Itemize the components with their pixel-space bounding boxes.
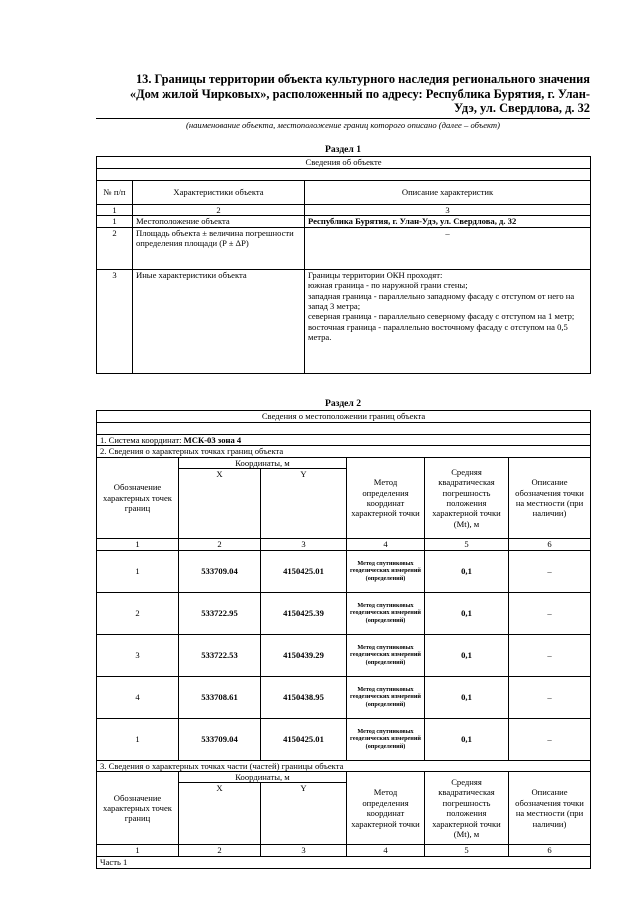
- point-mt: 0,1: [425, 592, 509, 634]
- point-method: Метод спутниковых геодезических измерений (определений): [347, 676, 425, 718]
- s3-idx-5: 5: [425, 845, 509, 856]
- s1-row-num: 2: [97, 227, 133, 269]
- point-row-3: [97, 634, 591, 676]
- point-y: 4150439.29: [261, 634, 347, 676]
- s2-col-point: Обозначение характерных точек границ: [97, 457, 179, 538]
- s2-col-method: Метод определения координат характерной точки: [347, 457, 425, 538]
- s1-col-char: Характеристики объекта: [133, 181, 305, 205]
- s1-col-num: № п/п: [97, 181, 133, 205]
- point-y: 4150425.01: [261, 718, 347, 760]
- point-desc: –: [509, 676, 591, 718]
- s1-row-num: 3: [97, 269, 133, 373]
- document-title: [96, 72, 590, 116]
- point-row-1: [97, 550, 591, 592]
- s3-idx-3: 3: [261, 845, 347, 856]
- point-id: 4: [97, 676, 179, 718]
- point-y: 4150438.95: [261, 676, 347, 718]
- s2-idx-3: 3: [261, 539, 347, 550]
- s3-col-x: X: [179, 783, 261, 845]
- title-line-1: 13. Границы территории объекта культурного наследия регионального значения: [135, 72, 590, 86]
- s2-col-desc: Описание обозначения точки на местности (при наличии): [509, 457, 591, 538]
- s1-row-3: [97, 269, 591, 373]
- s3-col-desc: Описание обозначения точки на местности (при наличии): [509, 772, 591, 845]
- s3-col-error: Средняя квадратическая погрешность положения характерной точки (Mt), м: [425, 772, 509, 845]
- s2-idx-1: 1: [97, 539, 179, 550]
- s2-col-coords: Координаты, м: [179, 457, 347, 468]
- s2-col-error: Средняя квадратическая погрешность положения характерной точки (Mt), м: [425, 457, 509, 538]
- title-line-3: Удэ, ул. Свердлова, д. 32: [454, 101, 590, 115]
- point-id: 1: [97, 718, 179, 760]
- section2-table: [96, 410, 591, 869]
- s1-idx-1: 1: [97, 205, 133, 216]
- s1-row-desc: Республика Бурятия, г. Улан-Удэ, ул. Свердлова, д. 32: [305, 216, 591, 227]
- s3-col-point: Обозначение характерных точек границ: [97, 772, 179, 845]
- s1-row-name: Площадь объекта ± величина погрешности определения площади (P ± ΔP): [133, 227, 305, 269]
- s1-row-num: 1: [97, 216, 133, 227]
- s1-idx-2: 2: [133, 205, 305, 216]
- point-desc: –: [509, 592, 591, 634]
- point-mt: 0,1: [425, 550, 509, 592]
- boundary-west: западная граница - параллельно западному фасаду с отступом от него на запад 3 метра;: [308, 290, 575, 312]
- point-mt: 0,1: [425, 676, 509, 718]
- coord-system: МСК-03 зона 4: [183, 435, 242, 445]
- s3-col-y: Y: [261, 783, 347, 845]
- section2-spacer-row: [97, 423, 591, 435]
- coordinate-system-row: [97, 435, 591, 446]
- point-desc: –: [509, 718, 591, 760]
- s1-row-1: [97, 216, 591, 227]
- point-row-4: [97, 676, 591, 718]
- point-mt: 0,1: [425, 634, 509, 676]
- s1-row-name: Иные характеристики объекта: [133, 269, 305, 373]
- point-id: 3: [97, 634, 179, 676]
- boundary-north: северная граница - параллельно северному фасаду с отступом на 1 метр;: [308, 311, 575, 322]
- s1-idx-3: 3: [305, 205, 591, 216]
- boundary-intro: Границы территории ОКН проходят:: [308, 269, 443, 280]
- s3-idx-4: 4: [347, 845, 425, 856]
- s2-idx-6: 6: [509, 539, 591, 550]
- point-method: Метод спутниковых геодезических измерений (определений): [347, 592, 425, 634]
- s2-col-y: Y: [261, 469, 347, 539]
- s2-idx-5: 5: [425, 539, 509, 550]
- s1-col-desc: Описание характеристик: [305, 181, 591, 205]
- section1-table: [96, 156, 591, 374]
- point-y: 4150425.39: [261, 592, 347, 634]
- point-id: 2: [97, 592, 179, 634]
- s1-row-desc: –: [305, 227, 591, 269]
- s3-idx-2: 2: [179, 845, 261, 856]
- document-caption: (наименование объекта, местоположение границ которого описано (далее – объект): [185, 120, 501, 130]
- section2-header: Сведения о местоположении границ объекта: [97, 411, 591, 423]
- point-row-2: [97, 592, 591, 634]
- s2-col-x: X: [179, 469, 261, 539]
- subsection-3-title: 3. Сведения о характерных точках части (частей) границы объекта: [97, 760, 591, 771]
- point-x: 533709.04: [179, 718, 261, 760]
- s3-idx-6: 6: [509, 845, 591, 856]
- s3-idx-1: 1: [97, 845, 179, 856]
- point-method: Метод спутниковых геодезических измерений (определений): [347, 550, 425, 592]
- s2-idx-4: 4: [347, 539, 425, 550]
- point-method: Метод спутниковых геодезических измерений (определений): [347, 634, 425, 676]
- point-mt: 0,1: [425, 718, 509, 760]
- section1-spacer-row: [97, 169, 591, 181]
- part-label: Часть 1: [97, 856, 591, 868]
- s1-row-2: [97, 227, 591, 269]
- point-x: 533708.61: [179, 676, 261, 718]
- section1-header: Сведения об объекте: [97, 157, 591, 169]
- point-desc: –: [509, 634, 591, 676]
- subsection-2-title: 2. Сведения о характерных точках границ объекта: [97, 446, 591, 457]
- boundary-east: восточная граница - параллельно восточному фасаду с отступом на 0,5 метра.: [308, 321, 568, 343]
- point-y: 4150425.01: [261, 550, 347, 592]
- section2-label: Раздел 2: [324, 398, 362, 409]
- point-x: 533722.53: [179, 634, 261, 676]
- title-line-2: «Дом жилой Чирковых», расположенный по адресу: Республика Бурятия, г. Улан-: [129, 86, 590, 101]
- section1-label: Раздел 1: [324, 144, 362, 155]
- s1-row-name: Местоположение объекта: [133, 216, 305, 227]
- title-underline: [96, 118, 590, 119]
- point-row-5: [97, 718, 591, 760]
- s1-row-desc: [305, 269, 591, 373]
- point-desc: –: [509, 550, 591, 592]
- coord-prefix: 1. Система координат:: [100, 435, 182, 445]
- s2-idx-2: 2: [179, 539, 261, 550]
- boundary-south: южная граница - по наружной грани стены;: [308, 280, 468, 291]
- s3-col-method: Метод определения координат характерной точки: [347, 772, 425, 845]
- s3-col-coords: Координаты, м: [179, 772, 347, 783]
- point-x: 533722.95: [179, 592, 261, 634]
- point-x: 533709.04: [179, 550, 261, 592]
- point-method: Метод спутниковых геодезических измерений (определений): [347, 718, 425, 760]
- point-id: 1: [97, 550, 179, 592]
